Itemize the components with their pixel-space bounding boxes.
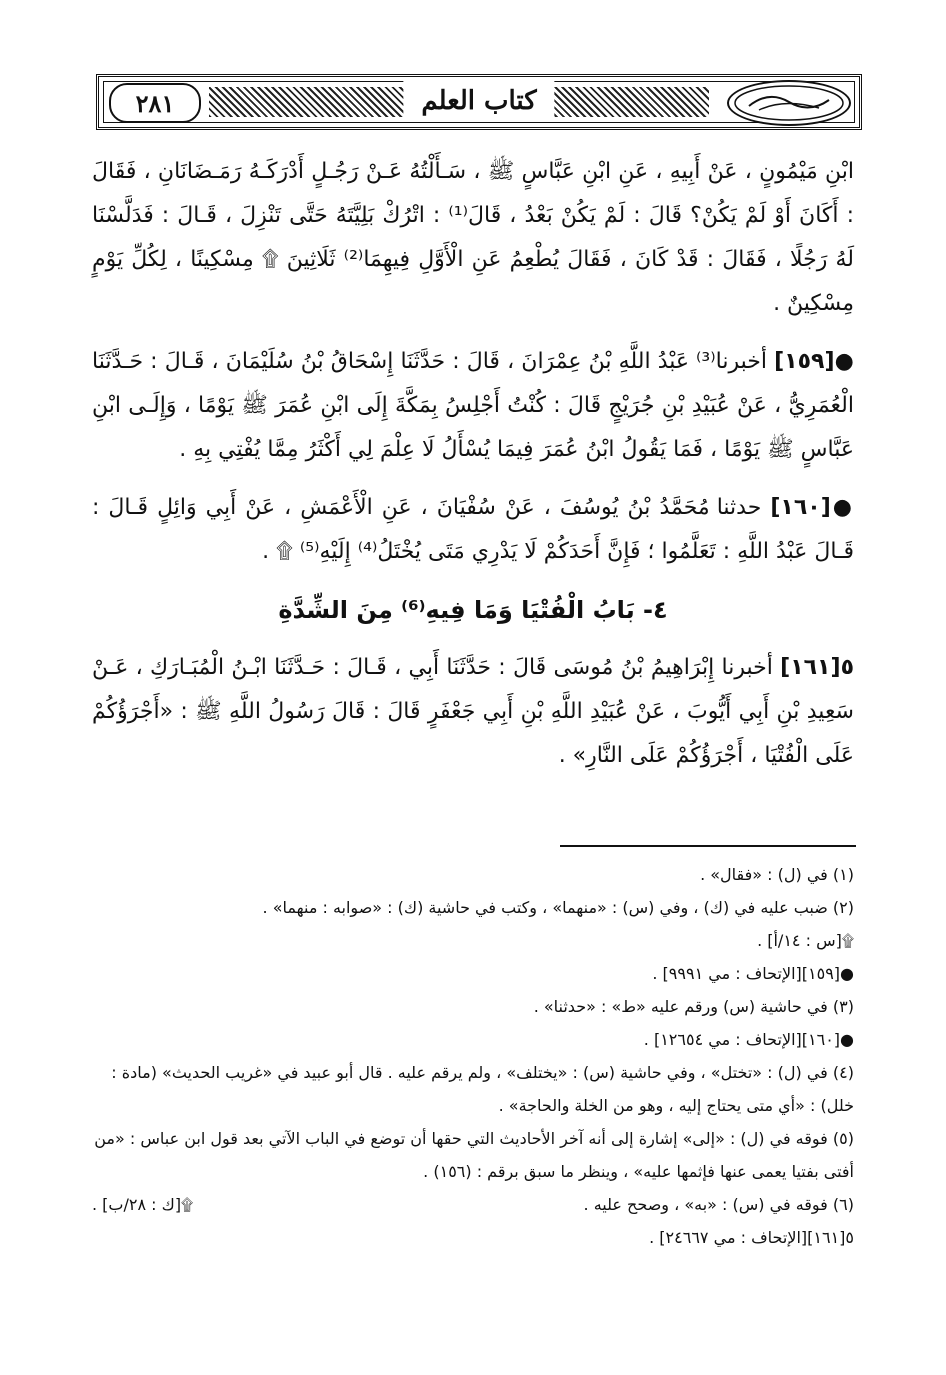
hadith-161 bbox=[92, 646, 854, 778]
hadith-number: ●[١٥٩] bbox=[774, 349, 854, 374]
footnote-divider bbox=[560, 845, 856, 847]
chapter-title: كتاب العلم bbox=[403, 81, 554, 121]
hadith-number: ٥[١٦١] bbox=[780, 655, 854, 680]
footnote-1: (١) في (ل) : «فقال» . bbox=[700, 865, 854, 884]
paragraph-continuation: ابْنِ مَيْمُونٍ ، عَنْ أَبِيهِ ، عَنِ ابْنِ عَبَّاسٍ ﷺ ، سَـأَلْتُهُ عَـنْ رَجُـلٍ أَدْرَكَـهُ رَمَـضَانَانِ ، فَقَالَ : أَكَانَ أَوْ لَمْ يَكُنْ؟ قَالَ : لَمْ يَكُنْ بَعْدُ ، قَالَ⁽¹⁾ : اتْرُكْ بَلِيَّتَهُ حَتَّى تَنْزِلَ ، قَـالَ : فَدَلَّسْنَا لَهُ رَجُلًا ، فَقَالَ : قَدْ كَانَ ، فَقَالَ يُطْعِمُ عَنِ الْأَوَّلِ فِيهِمَا⁽²⁾ ثَلَاثِينَ ۩ مِسْكِينًا ، لِكُلِّ يَوْمٍ مِسْكِينٌ . bbox=[92, 159, 855, 316]
footnote-page-ref: ۩[س : ١٤/أ] . bbox=[757, 931, 854, 950]
footnote-161: ٥[١٦١][الإتحاف : مي ٢٤٦٦٧] . bbox=[649, 1228, 854, 1247]
footnotes bbox=[92, 858, 854, 1254]
hadith-160 bbox=[92, 486, 854, 574]
footnote-159: ●[١٥٩][الإتحاف : مي ٩٩٩١] . bbox=[652, 964, 854, 983]
publisher-seal-icon bbox=[727, 80, 851, 126]
chapter-heading: ٤- بَابُ الْفُتْيَا وَمَا فِيهِ⁽⁶⁾ مِنَ الشِّدَّةِ bbox=[278, 596, 668, 624]
footnote-3: (٣) في حاشية (س) ورقم عليه «ط» : «حدثنا» . bbox=[533, 997, 854, 1016]
footnote-5: (٥) فوقه في (ل) : «إلى» إشارة إلى أنه آخر الأحاديث التي حقها أن توضع في الباب الآتي بعد قول ابن عباس : «من أفتى بفتيا يعمى عنها فإثمها عليه» ، وينظر ما سبق برقم : (١٥٦) . bbox=[94, 1129, 854, 1181]
footnote-page-ref-k: ۩[ك : ٢٨/ب] . bbox=[92, 1195, 194, 1214]
footnote-4: (٤) في (ل) : «تختل» ، وفي حاشية (س) : «يختلف» ، ولم يرقم عليه . قال أبو عبيد في «غريب الحديث» (مادة : خلل) : «أي متى يحتاج إليه ، وهو من الخلة والحاجة» . bbox=[111, 1063, 854, 1115]
footnote-row bbox=[92, 1188, 854, 1221]
hadith-number: ●[١٦٠] bbox=[770, 495, 854, 520]
footnote-2: (٢) ضبب عليه في (ك) ، وفي (س) : «منهما» ، وكتب في حاشية (ك) : «صوابه : منهما» . bbox=[262, 898, 854, 917]
hadith-text: حدثنا مُحَمَّدُ بْنُ يُوسُفَ ، عَنْ سُفْيَانَ ، عَنِ الْأَعْمَشِ ، عَنْ أَبِي وَائِلٍ قَـالَ : قَـالَ عَبْدُ اللَّهِ : تَعَلَّمُوا ؛ فَإِنَّ أَحَدَكُمْ لَا يَدْرِي مَتَى يُخْتَلُ⁽⁴⁾ إِلَيْهِ⁽⁵⁾ ۩ . bbox=[92, 495, 854, 564]
main-text bbox=[92, 150, 854, 792]
footnote-6: (٦) فوقه في (س) : «به» ، وصحح عليه . bbox=[583, 1195, 854, 1214]
page-header bbox=[96, 74, 862, 130]
page-number: ٢٨١ bbox=[109, 83, 201, 123]
hadith-text: أخبرنا⁽³⁾ عَبْدُ اللَّهِ بْنُ عِمْرَانَ ، قَالَ : حَدَّثَنَا إِسْحَاقُ بْنُ سُلَيْمَانَ ، قَـالَ : حَـدَّثَنَا الْعُمَرِيُّ ، عَنْ عُبَيْدِ بْنِ جُرَيْجٍ قَالَ : كُنْتُ أَجْلِسُ بِمَكَّةَ إِلَى ابْنِ عُمَرَ ﷺ يَوْمًا ، وَإِلَـى ابْنِ عَبَّاسٍ ﷺ يَوْمًا ، فَمَا يَقُولُ ابْنُ عُمَرَ فِيمَا يُسْأَلُ لَا عِلْمَ لِي أَكْثَرُ مِمَّا يُفْتِي بِهِ . bbox=[92, 349, 854, 462]
hadith-text: أخبرنا إِبْرَاهِيمُ بْنُ مُوسَى قَالَ : حَدَّثَنَا أَبِي ، قَـالَ : حَـدَّثَنَا ابْـنُ الْمُبَـارَكِ ، عَـنْ سَعِيدِ بْنِ أَبِي أَيُّوبَ ، عَنْ عُبَيْدِ اللَّهِ بْنِ أَبِي جَعْفَرٍ قَالَ : قَالَ رَسُولُ اللَّهِ ﷺ : «أَجْرَؤُكُمْ عَلَى الْفُتْيَا ، أَجْرَؤُكُمْ عَلَى النَّارِ» . bbox=[92, 655, 854, 768]
footnote-160: ●[١٦٠][الإتحاف : مي ١٢٦٥٤] . bbox=[643, 1030, 854, 1049]
hadith-159 bbox=[92, 340, 854, 472]
